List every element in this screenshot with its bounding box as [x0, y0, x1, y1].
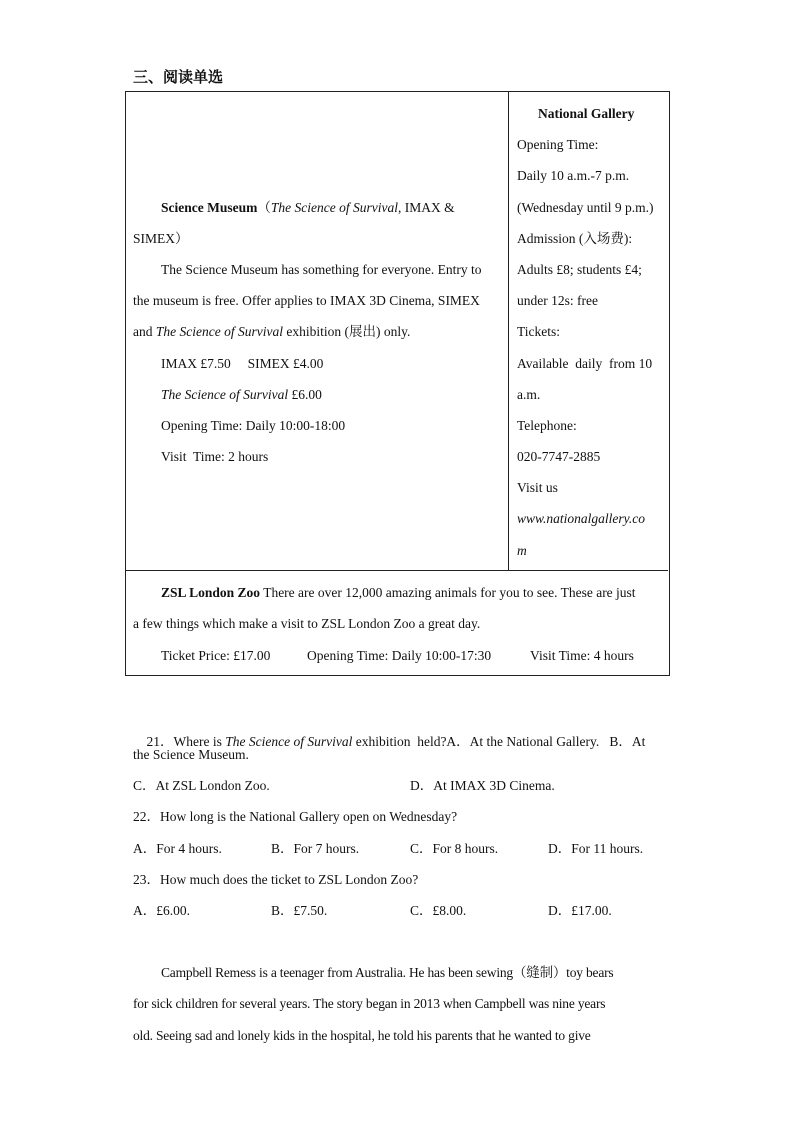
text: exhibition held?A．At the National Gallery. B．At	[352, 734, 646, 749]
question-23: 23．How much does the ticket to ZSL London Zoo?	[133, 872, 419, 887]
gallery-line: Visit us	[517, 480, 558, 495]
q22-option-a[interactable]: A．For 4 hours.	[133, 841, 222, 856]
science-museum-opening: Opening Time: Daily 10:00-18:00	[161, 418, 346, 433]
science-museum-desc: the museum is free. Offer applies to IMAX 3D Cinema, SIMEX	[133, 293, 480, 308]
passage-line: for sick children for several years. The story began in 2013 when Campbell was nine years	[133, 996, 606, 1011]
question-22: 22．How long is the National Gallery open on Wednesday?	[133, 809, 458, 824]
table-divider-vertical	[508, 91, 509, 570]
national-gallery-name: National Gallery	[538, 106, 635, 121]
science-museum-heading	[161, 199, 455, 217]
zoo-name: ZSL London Zoo	[161, 585, 261, 600]
q23-option-d[interactable]: D．£17.00.	[548, 903, 612, 918]
q23-option-a[interactable]: A．£6.00.	[133, 903, 190, 918]
exhibit-name: The Science of Survival	[225, 734, 353, 749]
section-title: 三、阅读单选	[133, 68, 224, 86]
science-museum-desc	[133, 323, 410, 341]
zoo-visit-time: Visit Time: 4 hours	[530, 648, 634, 663]
zoo-ticket-price: Ticket Price: £17.00	[161, 648, 271, 663]
science-museum-prices: IMAX £7.50 SIMEX £4.00	[161, 356, 324, 371]
science-museum-visit-time: Visit Time: 2 hours	[161, 449, 269, 464]
price: £6.00	[288, 387, 322, 402]
exhibit-name: The Science of Survival	[155, 324, 283, 339]
q23-option-c[interactable]: C．£8.00.	[410, 903, 467, 918]
exhibit-name: The Science of Survival	[270, 200, 398, 215]
table-divider-horizontal	[125, 570, 668, 571]
question-21-cont: the Science Museum.	[133, 747, 249, 762]
passage-line: Campbell Remess is a teenager from Australia. He has been sewing（缝制）toy bears	[161, 965, 614, 980]
q22-option-d[interactable]: D．For 11 hours.	[548, 841, 644, 856]
exhibit-name: The Science of Survival	[161, 387, 289, 402]
text: and	[133, 324, 156, 339]
text: exhibition (展出) only.	[282, 324, 411, 339]
zoo-desc: a few things which make a visit to ZSL London Zoo a great day.	[133, 616, 481, 631]
gallery-line: 020-7747-2885	[517, 449, 601, 464]
q21-option-d[interactable]: D．At IMAX 3D Cinema.	[410, 778, 555, 793]
text: 21．Where is	[146, 734, 226, 749]
zoo-desc	[161, 584, 636, 602]
passage-line: old. Seeing sad and lonely kids in the hospital, he told his parents that he wanted to give	[133, 1028, 591, 1043]
q22-option-b[interactable]: B．For 7 hours.	[271, 841, 360, 856]
gallery-line: a.m.	[517, 387, 541, 402]
science-museum-desc: The Science Museum has something for everyone. Entry to	[161, 262, 482, 277]
heading-rest: , IMAX &	[397, 200, 455, 215]
q22-option-c[interactable]: C．For 8 hours.	[410, 841, 499, 856]
gallery-line: Daily 10 a.m.-7 p.m.	[517, 168, 630, 183]
zoo-opening: Opening Time: Daily 10:00-17:30	[307, 648, 492, 663]
gallery-line: Tickets:	[517, 324, 561, 339]
gallery-line: Telephone:	[517, 418, 577, 433]
gallery-line: (Wednesday until 9 p.m.)	[517, 200, 654, 215]
q21-option-c[interactable]: C．At ZSL London Zoo.	[133, 778, 270, 793]
paren: （	[257, 200, 271, 215]
q23-option-b[interactable]: B．£7.50.	[271, 903, 328, 918]
science-museum-survival-price	[161, 386, 322, 404]
gallery-website-cont[interactable]: m	[517, 543, 527, 558]
text: There are over 12,000 amazing animals for you to see. These are just	[260, 585, 636, 600]
gallery-line: Adults £8; students £4;	[517, 262, 642, 277]
science-museum-name: Science Museum	[161, 200, 258, 215]
gallery-line: Opening Time:	[517, 137, 599, 152]
gallery-line: Available daily from 10	[517, 356, 653, 371]
gallery-line: under 12s: free	[517, 293, 598, 308]
science-museum-heading-cont: SIMEX）	[133, 231, 189, 246]
gallery-line: Admission (入场费):	[517, 231, 633, 246]
gallery-website[interactable]: www.nationalgallery.co	[517, 511, 645, 526]
